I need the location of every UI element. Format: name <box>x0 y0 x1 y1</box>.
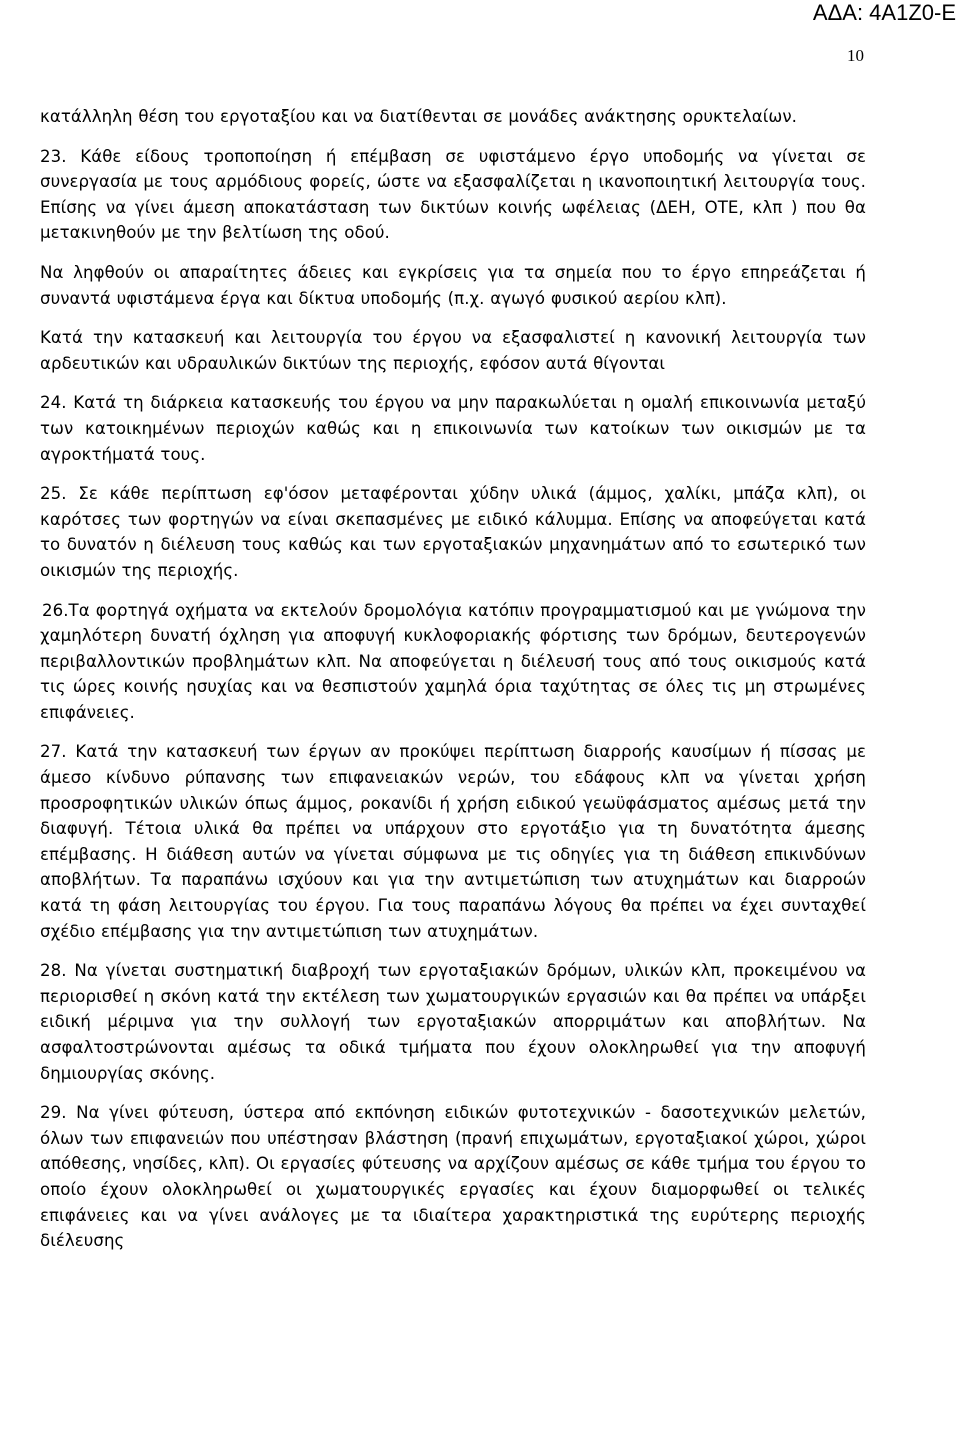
paragraph-permits: Να ληφθούν οι απαραίτητες άδειες και εγκρίσεις για τα σημεία που το έργο επηρεάζεται ή συναντά υφιστάμενα έργα και δίκτυα υποδομής (π.χ. αγωγό φυσικού αερίου κλπ). <box>40 262 866 308</box>
page-number: 10 <box>847 46 864 65</box>
paragraph-27: 27. Κατά την κατασκευή των έργων αν προκύψει περίπτωση διαρροής καυσίμων ή πίσσας με άμεσο κίνδυνο ρύπανσης των επιφανειακών νερών, του εδάφους κλπ να γίνεται χρήση προσροφητικών υλικών όπως άμμος, ροκανίδι ή χρήση ειδικού γεωϋφάσματος αμέσως μετά την διαφυγή. Τέτοια υλικά θα πρέπει να υπάρχουν στο εργοτάξιο για τη δυνατότητα άμεσης επέμβασης. Η διάθεση αυτών να γίνεται σύμφωνα με τις οδηγίες για τη διάθεση επικινδύνων αποβλήτων. Τα παραπάνω ισχύουν και για την αντιμετώπιση των ατυχημάτων και διαρροών κατά τη φάση λειτουργίας του έργου. Για τους παραπάνω λόγους θα πρέπει να έχει συνταχθεί σχέδιο επέμβασης για την αντιμετώπιση των ατυχημάτων. <box>40 742 866 941</box>
paragraph-24: 24. Κατά τη διάρκεια κατασκευής του έργου να μην παρακωλύεται η ομαλή επικοινωνία μεταξύ των κατοικημένων περιοχών καθώς και η επικοινωνία των κατοίκων των οικισμών με τα αγροκτήματά τους. <box>40 393 866 464</box>
paragraph-irrigation: Κατά την κατασκευή και λειτουργία του έργου να εξασφαλιστεί η κανονική λειτουργία των αρδευτικών και υδραυλικών δικτύων της περιοχής, εφόσον αυτά θίγονται <box>40 328 866 373</box>
paragraph-26: 26.Τα φορτηγά οχήματα να εκτελούν δρομολόγια κατόπιν προγραμματισμού και με γνώμονα την χαμηλότερη δυνατή όχληση για αποφυγή κυκλοφοριακής φόρτισης των δρόμων, δευτερογενών περιβαλλοντικών προβλημάτων κλπ. Να αποφεύγεται η διέλευσή τους από τους οικισμούς κατά τις ώρες κοινής ησυχίας και να θεσπιστούν χαμηλά όρια ταχύτητας σε όλες τις μη στρωμένες επιφάνειες. <box>40 600 866 722</box>
paragraph-29: 29. Να γίνει φύτευση, ύστερα από εκπόνηση ειδικών φυτοτεχνικών - δασοτεχνικών μελετών, όλων των επιφανειών που υπέστησαν βλάστηση (πρανή επιχωμάτων, εργοταξιακοί χώροι, χώροι απόθεσης, νησίδες, κλπ). Οι εργασίες φύτευσης να αρχίζουν αμέσως σε κάθε τμήμα του έργου το οποίο έχουν ολοκληρωθεί οι χωματουργικές εργασίες και έχουν διαμορφωθεί οι τελικές επιφάνειες και να γίνει ανάλογες με τα ιδιαίτερα χαρακτηριστικά της ευρύτερης περιοχής διέλευσης <box>40 1103 866 1251</box>
ada-code: ΑΔΑ: 4Α1Ζ0-Ε <box>812 0 956 25</box>
paragraph-25: 25. Σε κάθε περίπτωση εφ'όσον μεταφέρονται χύδην υλικά (άμμος, χαλίκι, μπάζα κλπ), οι καρότσες των φορτηγών να είναι σκεπασμένες με ειδικό κάλυμμα. Επίσης να αποφεύγεται κατά το δυνατόν η διέλευση τους καθώς και των εργοταξιακών μηχανημάτων από το εσωτερικό των οικισμών της περιοχής. <box>40 484 866 580</box>
paragraph-28: 28. Να γίνεται συστηματική διαβροχή των εργοταξιακών δρόμων, υλικών κλπ, προκειμένου να περιορισθεί η σκόνη κατά την εκτέλεση των χωματουργικών εργασιών και θα πρέπει να υπάρξει ειδική μέριμνα για την συλλογή των εργοταξιακών απορριμάτων και αποβλήτων. Να ασφαλτοστρώνονται αμέσως τα οδικά τμήματα που έχουν ολοκληρωθεί για την αποφυγή δημιουργίας σκόνης. <box>40 961 866 1083</box>
paragraph-continuation: κατάλληλη θέση του εργοταξίου και να διατίθενται σε μονάδες ανάκτησης ορυκτελαίων. <box>40 107 798 126</box>
paragraph-23: 23. Κάθε είδους τροποποίηση ή επέμβαση σε υφιστάμενο έργο υποδομής να γίνεται σε συνεργασία με τους αρμόδιους φορείς, ώστε να εξασφαλίζεται η ικανοποιητική λειτουργία τους. Επίσης να γίνει άμεση αποκατάσταση των δικτύων κοινής ωφέλειας (ΔΕΗ, ΟΤΕ, κλπ ) που θα μετακινηθούν με την βελτίωση της οδού. <box>40 146 866 243</box>
document-body <box>40 104 866 1268</box>
